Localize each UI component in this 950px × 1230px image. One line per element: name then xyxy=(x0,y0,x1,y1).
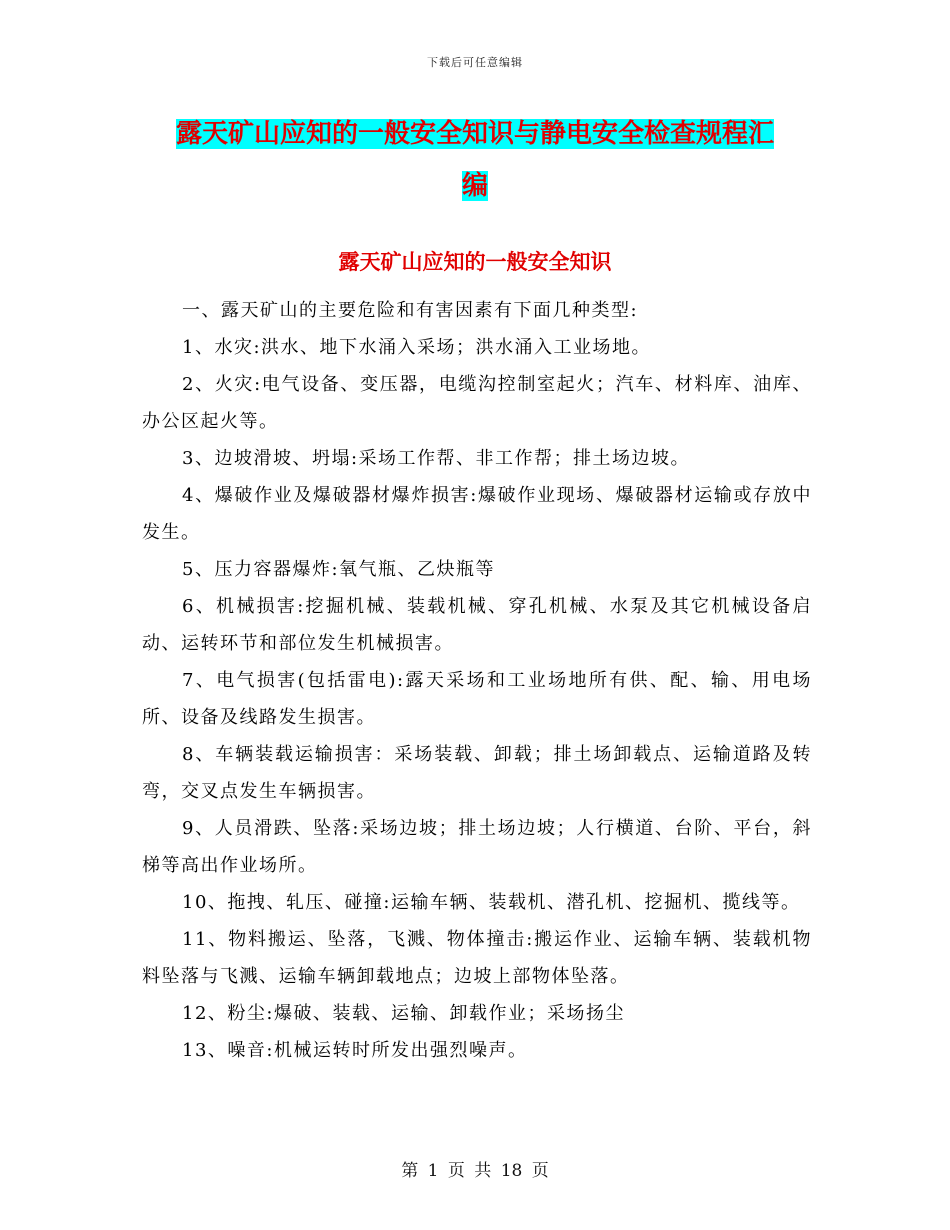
paragraph: 11、物料搬运、坠落，飞溅、物体撞击:搬运作业、运输车辆、装载机物料坠落与飞溅、运输车辆卸载地点；边坡上部物体坠落。 xyxy=(142,929,812,987)
paragraph: 2、火灾:电气设备、变压器，电缆沟控制室起火；汽车、材料库、油库、办公区起火等。 xyxy=(142,374,812,432)
page-number-footer: 第 1 页 共 18 页 xyxy=(401,1161,549,1181)
paragraph: 一、露天矿山的主要危险和有害因素有下面几种类型: xyxy=(182,300,639,321)
paragraph: 8、车辆装载运输损害：采场装载、卸载；排土场卸载点、运输道路及转弯，交叉点发生车辆损害。 xyxy=(142,744,812,802)
paragraph: 3、边坡滑坡、坍塌:采场工作帮、非工作帮；排土场边坡。 xyxy=(182,448,691,469)
paragraph: 5、压力容器爆炸:氧气瓶、乙炔瓶等 xyxy=(182,559,496,580)
paragraph: 4、爆破作业及爆破器材爆炸损害:爆破作业现场、爆破器材运输或存放中发生。 xyxy=(142,485,812,543)
paragraph: 12、粉尘:爆破、装载、运输、卸载作业；采场扬尘 xyxy=(182,1003,625,1024)
document-body xyxy=(142,292,812,1069)
page-header-note: 下载后可任意编辑 xyxy=(427,56,523,69)
document-title xyxy=(0,108,950,212)
document-title-line-1: 露天矿山应知的一般安全知识与静电安全检查规程汇 xyxy=(175,119,774,149)
document-title-line-2: 编 xyxy=(461,171,488,201)
paragraph: 9、人员滑跌、坠落:采场边坡；排土场边坡；人行横道、台阶、平台，斜梯等高出作业场所。 xyxy=(142,818,812,876)
paragraph: 6、机械损害:挖掘机械、装载机械、穿孔机械、水泵及其它机械设备启动、运转环节和部位发生机械损害。 xyxy=(142,596,812,654)
paragraph: 10、拖拽、轧压、碰撞:运输车辆、装载机、潜孔机、挖掘机、揽线等。 xyxy=(182,892,801,913)
paragraph: 7、电气损害(包括雷电):露天采场和工业场地所有供、配、输、用电场所、设备及线路发生损害。 xyxy=(142,670,812,728)
paragraph: 13、噪音:机械运转时所发出强烈噪声。 xyxy=(182,1040,528,1061)
paragraph: 1、水灾:洪水、地下水涌入采场；洪水涌入工业场地。 xyxy=(182,337,652,358)
section-title: 露天矿山应知的一般安全知识 xyxy=(338,250,612,274)
